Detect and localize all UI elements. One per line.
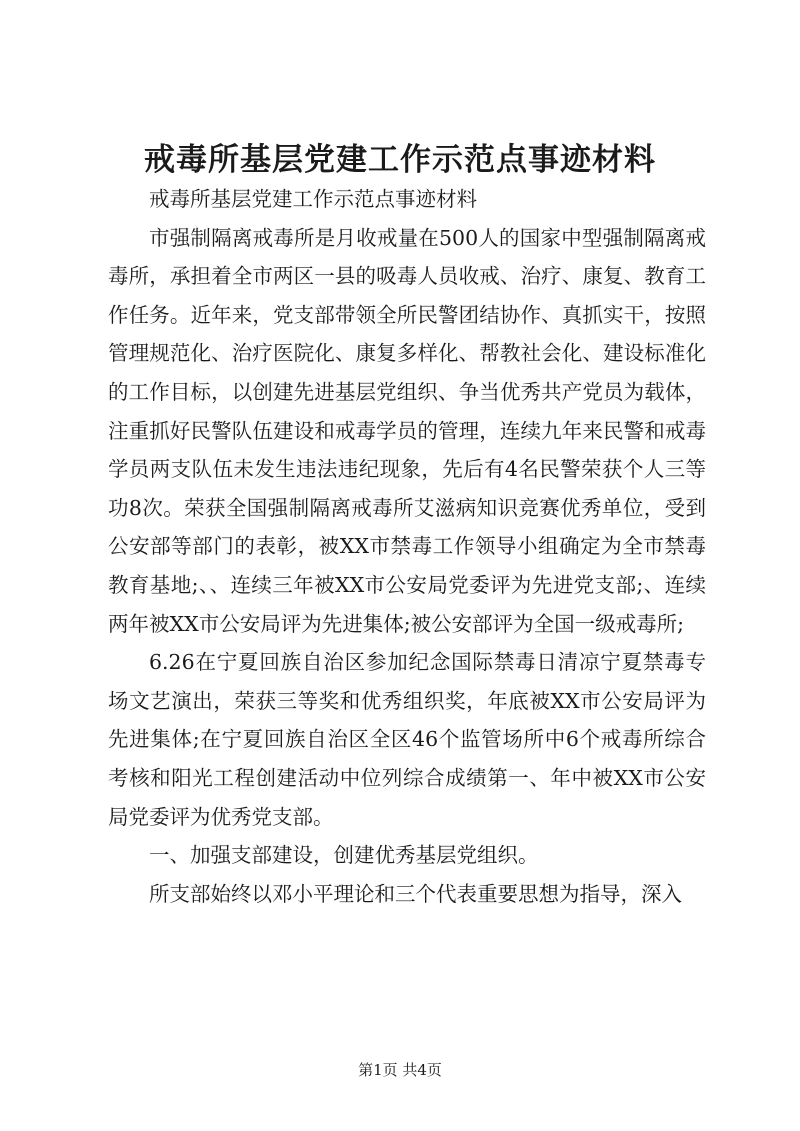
awards-paragraph: 6.26在宁夏回族自治区参加纪念国际禁毒日清凉宁夏禁毒专场文艺演出，荣获三等奖和优秀组织奖，年底被XX市公安局评为先进集体;在宁夏回族自治区全区46个监管场所中6个戒毒所综合考核和阳光工程创建活动中位列综合成绩第一、年中被XX市公安局党委评为优秀党支部。 bbox=[108, 650, 706, 829]
section-heading: 一、加强支部建设，创建优秀基层党组织。 bbox=[149, 843, 539, 868]
subtitle-paragraph: 戒毒所基层党建工作示范点事迹材料 bbox=[149, 187, 477, 211]
document-title: 戒毒所基层党建工作示范点事迹材料 bbox=[144, 142, 656, 178]
section-paragraph: 所支部始终以邓小平理论和三个代表重要思想为指导，深入 bbox=[149, 881, 682, 906]
page-number: 第1页 共4页 bbox=[358, 1061, 442, 1079]
document-body bbox=[108, 180, 706, 913]
intro-paragraph: 市强制隔离戒毒所是月收戒量在500人的国家中型强制隔离戒毒所，承担着全市两区一县的吸毒人员收戒、治疗、康复、教育工作任务。近年来，党支部带领全所民警团结协作、真抓实干，按照管理规范化、治疗医院化、康复多样化、帮教社会化、建设标准化的工作目标，以创建先进基层党组织、争当优秀共产党员为载体，注重抓好民警队伍建设和戒毒学员的管理，连续九年来民警和戒毒学员两支队伍未发生违法违纪现象，先后有4名民警荣获个人三等功8次。荣获全国强制隔离戒毒所艾滋病知识竞赛优秀单位，受到公安部等部门的表彰，被XX市禁毒工作领导小组确定为全市禁毒教育基地;、、连续三年被XX市公安局党委评为先进党支部;、连续两年被XX市公安局评为先进集体;被公安部评为全国一级戒毒所; bbox=[108, 225, 706, 636]
